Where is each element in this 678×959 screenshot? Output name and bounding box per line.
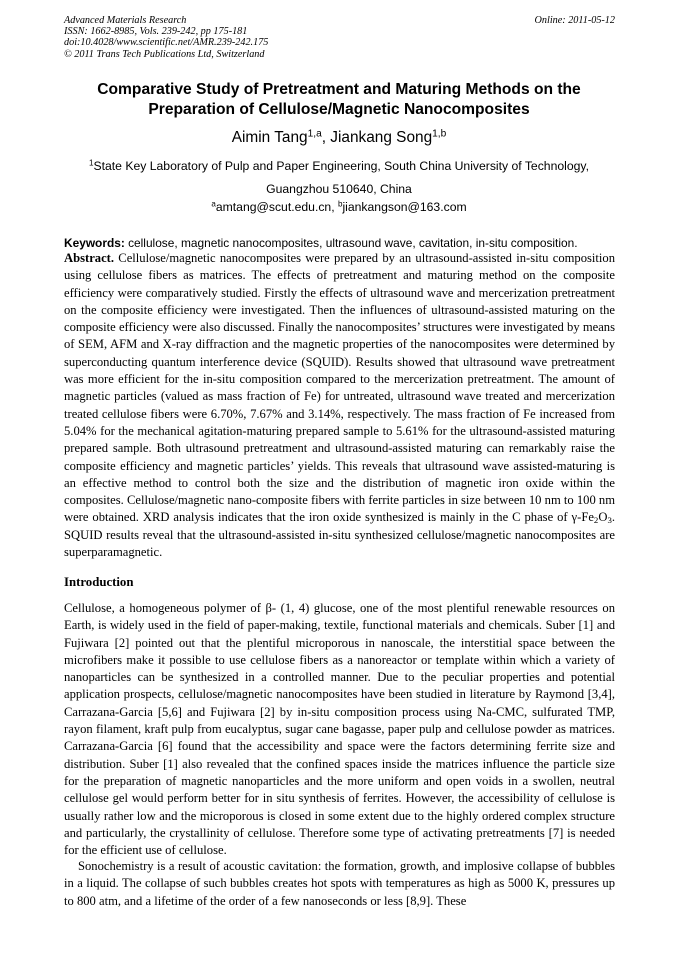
email-b-sup: b — [337, 199, 343, 209]
author-2-name: Jiankang Song — [330, 129, 433, 146]
doi-line: doi:10.4028/www.scientific.net/AMR.239-242.175 — [64, 37, 269, 49]
affiliation-line-1 — [40, 155, 638, 178]
keywords — [64, 235, 615, 251]
title-line-2: Preparation of Cellulose/Magnetic Nanocomposites — [148, 100, 530, 118]
introduction-paragraph-2: Sonochemistry is a result of acoustic cavitation: the formation, growth, and implosive collapse of bubbles in a liquid. The collapse of such bubbles creates hot spots with temperatures as high as 5000 K, pressures up to 800 atm, and a lifetime of the order of a few nanoseconds or less [8,9]. These — [64, 859, 615, 908]
journal-name: Advanced Materials Research — [64, 15, 187, 26]
author-2-affil: 1,b — [432, 128, 447, 140]
abstract-sub-3: 3 — [607, 515, 612, 526]
keywords-label: Keywords: — [64, 236, 125, 250]
online-date: Online: 2011-05-12 — [534, 15, 615, 26]
abstract-sub-2: 2 — [593, 515, 599, 526]
affiliation-line-2: Guangzhou 510640, China — [266, 182, 412, 196]
author-list — [40, 129, 638, 147]
email-a-sup: a — [211, 199, 216, 209]
affiliation-sup: 1 — [89, 158, 94, 168]
introduction-heading: Introduction — [64, 575, 134, 589]
abstract-text: Cellulose/magnetic nanocomposites were prepared by an ultrasound-assisted in-situ composition using cellulose fibers as matrices. The effects of pretreatment and maturing method on the composite efficiency were comparatively studied. Firstly the effects of ultrasound wave and mercerization pretreatment on the composite efficiency were investigated. Then the influences of ultrasound-assisted maturing on the composite efficiency were also discussed. Finally the nanocomposites’ structures were investigated by means of SEM, AFM and X-ray diffraction and the magnetic properties of the nanocomposites were determined by superconducting quantum interference device (SQUID). Results showed that ultrasound wave pretreatment was more efficient for the in-situ composition compared to the mercerization pretreatment. The amount of magnetic particles (valued as mass fraction of Fe) for untreated, ultrasound wave treated and mercerization treated cellulose fibers were 6.70%, 7.67% and 3.14%, respectively. The mass fraction of Fe increased from 5.04% for the mechanical agitation-maturing prepared sample to 5.61% for the ultrasound-assisted maturing prepared sample. Both ultrasound pretreatment and ultrasound-assisted maturing can remarkably raise the composite efficiency and magnetic particles’ yields. This reveals that ultrasound wave assisted-maturing is an effective method to control both the size and the distribution of magnetic iron oxide within the composites. Cellulose/magnetic nano-composite fibers with ferrite particles in size between 10 nm to 100 nm were obtained. XRD analysis indicates that the iron oxide synthesized is mainly in the C phase of γ-Fe — [64, 251, 615, 525]
title-line-1: Comparative Study of Pretreatment and Maturing Methods on the — [97, 81, 581, 98]
email-b: jiankangson@163.com — [342, 200, 467, 214]
author-1-name: Aimin Tang — [231, 129, 308, 146]
introduction-paragraph-1: Cellulose, a homogeneous polymer of β- (1, 4) glucose, one of the most plentiful renewable resources on Earth, is widely used in the field of paper-making, textile, functional materials and chemicals. Suber [1] and Fujiwara [2] pointed out that the plentiful microporous in nanoscale, the interstitial space between the microfibers make it possible to use cellulose fibers as a nanoreactor or template within which a variety of nanoparticles can be synthesized in a controlled manner. Due to the peculiar properties and potential application prospects, cellulose/magnetic nanocomposites have been studied in literature by Raymond [3,4], Carrazana-Garcia [5,6] and Fujiwara [2] by in-situ composition process using Na-CMC, sulfurated TMP, rayon filament, kraft pulp from eucalyptus, sugar cane bagasse, paper pulp and cellulose powder as matrices. Carrazana-Garcia [6] found that the accessibility and space were the factors determining ferrite size and distribution. Suber [1] also revealed that the confined spaces inside the matrices influence the particle size for the preparation of magnetic nanoparticles and the more uniform and open voids in a swollen, neutral cellulose gel would perform better for in situ synthesis of ferrites. However, the accessibility of cellulose is usually rather low and the microporous is closed in some extent due to the highly ordered complex structure and particularly, the crystallinity of cellulose. Therefore some type of activating pretreatments [7] is needed for the efficient use of cellulose. — [64, 601, 615, 858]
issn-line: ISSN: 1662-8985, Vols. 239-242, pp 175-181 — [64, 26, 248, 38]
email-a: amtang@scut.edu.cn, — [215, 200, 338, 214]
copyright-line: © 2011 Trans Tech Publications Ltd, Switzerland — [64, 48, 265, 60]
abstract-oxygen: O — [598, 510, 608, 525]
journal-header — [64, 15, 615, 60]
affiliation — [40, 155, 638, 201]
abstract — [64, 250, 615, 561]
abstract-tail: . SQUID results reveal that the ultrasound-assisted in-situ synthesized cellulose/magnetic nanocomposites are superparamagnetic. — [64, 510, 615, 560]
abstract-label: Abstract. — [64, 251, 115, 265]
author-emails — [40, 200, 638, 214]
author-separator: , — [321, 129, 331, 146]
author-1-affil: 1,a — [307, 128, 322, 140]
keywords-text: cellulose, magnetic nanocomposites, ultrasound wave, cavitation, in-situ composition. — [124, 236, 578, 250]
paper-title — [40, 80, 638, 119]
affiliation-text-1: State Key Laboratory of Pulp and Paper Engineering, South China University of Technology, — [93, 159, 589, 173]
